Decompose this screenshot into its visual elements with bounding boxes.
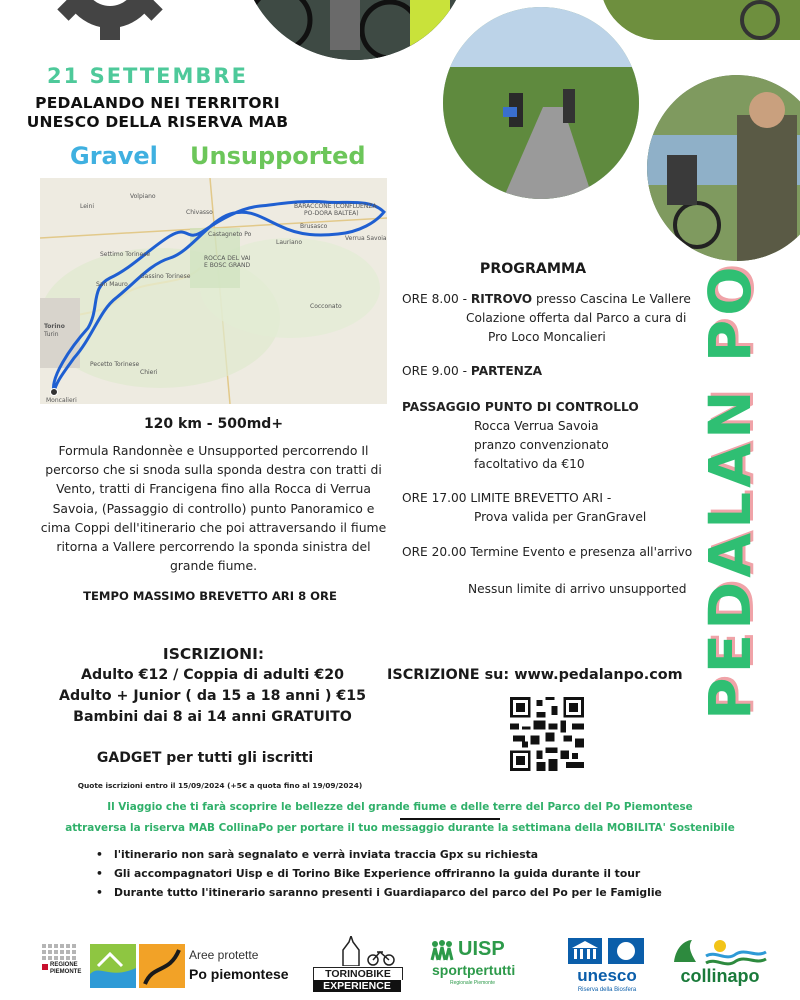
- photo-park-rangers: [644, 72, 800, 264]
- route-distance: 120 km - 500md+: [143, 416, 284, 432]
- event-subtitle: [10, 94, 305, 132]
- ritrovo-label: RITROVO: [470, 292, 533, 306]
- checkpoint-lunch: pranzo convenzionato: [474, 438, 609, 452]
- bullet-icon: •: [96, 867, 103, 880]
- uisp-people-icon: [430, 940, 454, 962]
- map-label-moncalieri: Moncalieri: [46, 397, 77, 404]
- program-partenza: [402, 362, 542, 381]
- program-limit: [402, 489, 702, 527]
- tbe-text-2: EXPERIENCE: [313, 980, 401, 992]
- photo-bike-grass: [600, 0, 800, 40]
- unesco-text: unesco: [577, 966, 637, 985]
- photo-cyclists-top: [240, 0, 470, 60]
- map-label-verrua: Verrua Savoia: [345, 235, 387, 242]
- unesco-logo: [566, 936, 648, 998]
- route-map: [40, 178, 387, 404]
- pedalan-po-vertical-title: PEDALAN PO: [696, 262, 764, 720]
- map-label-torino: Torino: [44, 323, 65, 330]
- bullet-icon: •: [96, 886, 103, 899]
- registration-deadline: Quote iscrizioni entro il 15/09/2024 (+5€ a quota fino al 19/09/2024): [77, 781, 363, 790]
- photo-cyclists-path: [440, 4, 642, 202]
- map-label-volpiano: Volpiano: [130, 193, 156, 200]
- partenza-label: PARTENZA: [470, 364, 543, 378]
- info-bullets: [92, 845, 782, 902]
- registration-website[interactable]: ISCRIZIONE su: www.pedalanpo.com: [387, 667, 683, 683]
- bullet-icon: •: [96, 848, 103, 861]
- map-label-leini: Leini: [80, 203, 95, 210]
- map-label-baraccone-sub: PO-DORA BALTEA): [304, 210, 359, 217]
- program-checkpoint: [402, 398, 702, 474]
- program-end: ORE 20.00 Termine Evento e presenza all'arrivo: [402, 545, 693, 559]
- po-piemontese-logo-icon: [139, 944, 185, 988]
- gear-logo-icon: [40, 0, 180, 50]
- limit-note: Prova valida per GranGravel: [474, 510, 647, 524]
- price-junior: Adulto + Junior ( da 15 a 18 anni ) €15: [58, 688, 366, 704]
- qr-code-icon[interactable]: [510, 697, 584, 771]
- collinapo-text: collinapo: [680, 966, 760, 986]
- ritrovo-place: presso Cascina Le Vallere: [532, 292, 691, 306]
- tbe-text-1: TORINOBIKE: [313, 967, 403, 980]
- bullet-item: • l'itinerario non sarà segnalato e verrà inviata traccia Gpx su richiesta: [92, 845, 782, 864]
- subtitle-line-2: UNESCO DELLA RISERVA MAB: [26, 113, 289, 131]
- program-ritrovo: [402, 290, 702, 347]
- registration-title: ISCRIZIONI:: [162, 645, 265, 663]
- footer-tagline-1: Il Viaggio che ti farà scoprire le bellezze del grande fiume e delle terre del Parco del Po Piemontese: [107, 801, 693, 813]
- regione-text-1: REGIONE: [50, 962, 78, 968]
- uisp-logo: [430, 940, 522, 996]
- tagline-underline: [400, 818, 500, 820]
- max-time: TEMPO MASSIMO BREVETTO ARI 8 ORE: [83, 589, 337, 603]
- regione-piemonte-logo: [40, 942, 88, 988]
- event-date: 21 SETTEMBRE: [47, 64, 248, 88]
- map-label-brusasco: Brusasco: [300, 223, 328, 230]
- regione-text-2: PIEMONTE: [50, 969, 82, 975]
- map-label-lauriano: Lauriano: [276, 239, 303, 246]
- unesco-biosphere-text: Riserva della Biosfera: [577, 987, 637, 993]
- collinapo-heron-icon: [670, 936, 770, 966]
- uisp-region-text: Regionale Piemonte: [450, 980, 496, 986]
- map-label-baraccone: BARACCONE (CONFLUENZA: [294, 203, 377, 210]
- collinapo-logo: [670, 936, 770, 992]
- uisp-text: UISP: [458, 938, 505, 960]
- aree-protette-logo-icon: [90, 944, 136, 988]
- price-adult: Adulto €12 / Coppia di adulti €20: [81, 667, 344, 683]
- map-label-pecetto: Pecetto Torinese: [90, 361, 140, 368]
- ritrovo-breakfast: Colazione offerta dal Parco a cura di: [466, 311, 687, 325]
- map-label-castagneto: Castagneto Po: [208, 231, 252, 238]
- limit-time: ORE 17.00 LIMITE BREVETTO ARI -: [402, 491, 612, 505]
- map-label-rocca-sub: E BOSC GRAND: [204, 262, 251, 269]
- bullet-item: • Gli accompagnatori Uisp e di Torino Bike Experience offriranno la guida durante il tour: [92, 864, 782, 883]
- torino-bike-experience-logo: [313, 936, 401, 994]
- ritrovo-time: ORE 8.00 -: [402, 292, 471, 306]
- gadget-note: GADGET per tutti gli iscritti: [96, 750, 314, 766]
- map-label-san-mauro: San Mauro: [96, 281, 128, 288]
- po-piemontese-text: Po piemontese: [189, 966, 289, 982]
- map-label-gassino: Gassino Torinese: [140, 273, 191, 280]
- footer-tagline-2: attraversa la riserva MAB CollinaPo per portare il tuo messaggio durante la settimana della MOBILITA' Sostenibile: [65, 822, 735, 834]
- bullet-item: • Durante tutto l'itinerario saranno presenti i Guardiaparco del parco del Po per le Famiglie: [92, 883, 782, 902]
- checkpoint-place: Rocca Verrua Savoia: [474, 419, 599, 433]
- route-description: Formula Randonnèe e Unsupported percorrendo Il percorso che si snoda sulla sponda destra con tratti di Vento, tratti di Francigena fino alla Rocca di Verrua Savoia, (Passaggio di controllo) punto Panoramico e cima Coppi dell'itinerario che poi attraversando il fiume ritorna a Vallere percorrendo la sponda sinistra del grande fiume.: [40, 443, 387, 574]
- map-label-cocconato: Cocconato: [310, 303, 342, 310]
- aree-protette-text: Aree protette: [189, 948, 259, 962]
- program-unsupported: Nessun limite di arrivo unsupported: [468, 582, 687, 596]
- subtitle-line-1: PEDALANDO NEI TERRITORI: [35, 94, 280, 112]
- ritrovo-proloco: Pro Loco Moncalieri: [488, 330, 606, 344]
- map-label-torino-sub: Turin: [44, 331, 59, 338]
- unesco-temple-icon: [566, 936, 648, 966]
- map-label-settimo: Settimo Torinese: [100, 251, 151, 258]
- partenza-time: ORE 9.00 -: [402, 364, 471, 378]
- gravel-label: Gravel: [70, 142, 158, 170]
- map-label-rocca: ROCCA DEL VAI: [204, 255, 251, 262]
- unsupported-label: Unsupported: [190, 142, 366, 170]
- map-label-chieri: Chieri: [140, 369, 158, 376]
- checkpoint-price: facoltativo da €10: [474, 457, 585, 471]
- program-title: PROGRAMMA: [479, 261, 587, 277]
- uisp-sport-text: sportpertutti: [432, 962, 516, 978]
- price-children: Bambini dai 8 ai 14 anni GRATUITO: [73, 709, 352, 725]
- map-label-chivasso: Chivasso: [186, 209, 213, 216]
- checkpoint-label: PASSAGGIO PUNTO DI CONTROLLO: [402, 400, 639, 414]
- mole-icon: [313, 936, 401, 966]
